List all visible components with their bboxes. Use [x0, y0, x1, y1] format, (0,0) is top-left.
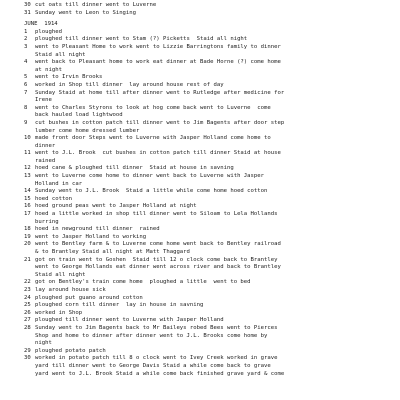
- entry-day-number: [24, 371, 35, 379]
- entry-text: ploughed till dinner went to Stam (?) Picketts Staid all night: [35, 36, 248, 43]
- entry-text: went back to Pleasant home to work eat dinner at Bade Horne (?) come home: [35, 59, 281, 66]
- entry-day-number: 30: [24, 2, 31, 8]
- entry-text: went to Charles Styrons to look at hog come back went to Luverne come: [35, 104, 271, 111]
- diary-entry: [24, 173, 392, 181]
- entry-day-number: [24, 181, 35, 189]
- entry-day-number: 6: [24, 81, 28, 88]
- entry-text: went to Irvin Brooks: [35, 74, 103, 81]
- entry-text: went to Luverne come home to dinner went back to Luverne with Jasper: [35, 173, 265, 180]
- entry-text: went to Jasper Holland to working: [35, 233, 147, 240]
- entry-day-number: 17: [24, 211, 31, 218]
- entry-day-number: [24, 143, 35, 151]
- diary-entry-continuation: [24, 158, 392, 166]
- entry-day-number: 26: [24, 309, 31, 316]
- diary-entry: [24, 203, 392, 211]
- entry-day-number: [24, 112, 35, 120]
- entry-text: got on train went to Goshen Staid till 12 o clock come back to Brantley: [35, 256, 278, 263]
- entry-text: went to Bentley farm & to Luverne come home went back to Bentley railroad: [35, 241, 281, 248]
- entry-text: hoed cotton: [35, 195, 73, 202]
- diary-entry: [24, 295, 392, 303]
- diary-entry: [24, 211, 392, 219]
- entry-day-number: 23: [24, 286, 31, 293]
- entry-day-number: [24, 67, 35, 75]
- entry-day-number: 31: [24, 9, 31, 16]
- entry-day-number: 22: [24, 279, 31, 286]
- diary-entry-continuation: [24, 67, 392, 75]
- entry-day-number: 20: [24, 241, 31, 248]
- entry-text: Staid all night: [35, 271, 86, 278]
- entry-text: went to George Hollands eat dinner went across river and back to Brantley: [35, 264, 281, 271]
- month-heading: JUNE 1914: [24, 21, 58, 28]
- entry-day-number: 16: [24, 203, 31, 210]
- diary-entry: [24, 355, 392, 363]
- diary-entry: [24, 196, 392, 204]
- entry-text: ploughed corn till dinner lay in house in savning: [35, 302, 204, 309]
- diary-entry-continuation: [24, 219, 392, 227]
- entry-text: Sunday went to Jim Bagents back to Mr Baileys robed Bees went to Pierces: [35, 324, 278, 331]
- previous-month-entries: [24, 2, 392, 17]
- diary-entry-continuation: [24, 97, 392, 105]
- entry-day-number: 14: [24, 188, 31, 195]
- diary-entry-continuation: [24, 340, 392, 348]
- entry-text: ploughed put guano around cotton: [35, 294, 143, 301]
- entry-day-number: 24: [24, 294, 31, 301]
- journal-sheet: [24, 2, 392, 378]
- entry-day-number: 7: [24, 89, 28, 96]
- entry-text: Sunday went to Leon to Singing: [35, 9, 137, 16]
- entry-day-number: [24, 340, 35, 348]
- entry-text: Sunday went to J.L. Brook Staid a little while come home hoed cotton: [35, 188, 268, 195]
- entry-text: night: [35, 340, 52, 347]
- entry-text: worked in potato patch till 8 o clock went to Ivey Creek worked in grave: [35, 355, 278, 362]
- diary-entry: [24, 36, 392, 44]
- entry-day-number: 30: [24, 355, 31, 362]
- diary-entry-continuation: [24, 181, 392, 189]
- diary-entry: [24, 188, 392, 196]
- diary-entry-continuation: [24, 249, 392, 257]
- diary-entry: [24, 348, 392, 356]
- entry-text: ploughed potato patch: [35, 347, 106, 354]
- entry-text: ploughed: [35, 28, 62, 35]
- diary-entry: [24, 120, 392, 128]
- diary-entry: [24, 257, 392, 265]
- entry-text: Irene: [35, 97, 52, 104]
- entry-day-number: [24, 158, 35, 166]
- entry-day-number: 10: [24, 135, 31, 142]
- entry-text: at night: [35, 66, 62, 73]
- diary-entries: [24, 29, 392, 378]
- entry-text: rained: [35, 157, 56, 164]
- entry-text: got on Bentley's train come home ploughed a little went to bed: [35, 279, 251, 286]
- entry-text: lay around house sick: [35, 286, 106, 293]
- entry-day-number: 5: [24, 74, 28, 81]
- entry-day-number: 12: [24, 165, 31, 172]
- entry-day-number: [24, 272, 35, 280]
- entry-text: made front door Steps went to Luverne with Jasper Holland come home to: [35, 135, 271, 142]
- diary-entry: [24, 302, 392, 310]
- diary-entry: [24, 226, 392, 234]
- entry-day-number: [24, 264, 35, 272]
- diary-entry-continuation: [24, 143, 392, 151]
- diary-entry: [24, 287, 392, 295]
- entry-day-number: 25: [24, 302, 31, 309]
- diary-entry: [24, 105, 392, 113]
- entry-day-number: [24, 219, 35, 227]
- diary-entry-continuation: [24, 112, 392, 120]
- entry-day-number: 28: [24, 324, 31, 331]
- entry-day-number: [24, 249, 35, 257]
- entry-text: worked in Shop: [35, 309, 83, 316]
- entry-text: cut bushes in cotton patch till dinner went to Jim Bagents after door step: [35, 119, 285, 126]
- diary-entry: [24, 234, 392, 242]
- entry-day-number: 9: [24, 119, 28, 126]
- diary-entry: [24, 150, 392, 158]
- diary-entry: [24, 59, 392, 67]
- diary-entry: [24, 82, 392, 90]
- entry-day-number: 8: [24, 104, 28, 111]
- entry-day-number: [24, 52, 35, 60]
- diary-entry: [24, 44, 392, 52]
- diary-entry: [24, 241, 392, 249]
- diary-entry: [24, 325, 392, 333]
- entry-text: Staid all night: [35, 51, 86, 58]
- diary-entry: [24, 135, 392, 143]
- entry-text: lumber come home dressed lumber: [35, 127, 140, 134]
- entry-text: went to Pleasant Home to work went to Lizzie Barringtons family to dinner: [35, 43, 281, 50]
- entry-text: went to J.L. Brook cut bushes in cotton patch till dinner Staid at house: [35, 150, 281, 157]
- diary-entry: [24, 74, 392, 82]
- entry-text: hoed in newground till dinner rained: [35, 226, 160, 233]
- entry-text: ploughed till dinner went to Luverne with Jasper Holland: [35, 317, 224, 324]
- entry-text: & to Brantley Staid all night at Matt Thaggard: [35, 249, 190, 255]
- diary-entry-continuation: [24, 52, 392, 60]
- entry-day-number: 15: [24, 195, 31, 202]
- diary-entry: [24, 10, 392, 18]
- entry-text: Sunday Staid at home till after dinner went to Rutledge after medicine for: [35, 89, 285, 96]
- entry-day-number: [24, 97, 35, 105]
- entry-day-number: [24, 363, 35, 371]
- entry-day-number: [24, 128, 35, 136]
- entry-day-number: 19: [24, 233, 31, 240]
- entry-text: hoed ground peas went to Jasper Holland at night: [35, 203, 197, 210]
- entry-day-number: 29: [24, 347, 31, 354]
- diary-entry: [24, 29, 392, 37]
- entry-text: yard went to J.L. Brook Staid a while come back finished grave yard & come: [35, 370, 285, 377]
- diary-entry-continuation: [24, 264, 392, 272]
- diary-entry-continuation: [24, 333, 392, 341]
- entry-text: hoed a little worked in shop till dinner went to Siloam to Lela Hollands: [35, 211, 278, 218]
- diary-entry-continuation: [24, 128, 392, 136]
- diary-entry: [24, 317, 392, 325]
- entry-text: worked in Shop till dinner lay around house rest of day: [35, 81, 224, 88]
- entry-day-number: [24, 333, 35, 341]
- entry-text: hoed cane & ploughed till dinner Staid at house in savning: [35, 165, 234, 172]
- entry-day-number: 1: [24, 28, 28, 35]
- entry-text: dinner: [35, 142, 56, 149]
- diary-entry: [24, 90, 392, 98]
- entry-day-number: 21: [24, 256, 31, 263]
- entry-day-number: 11: [24, 150, 31, 157]
- entry-day-number: 4: [24, 59, 28, 66]
- entry-day-number: 2: [24, 36, 28, 43]
- entry-text: Shop and home to dinner after dinner went to J.L. Brooks come home by: [35, 332, 268, 339]
- entry-text: cut oats till dinner went to Luverne: [35, 2, 157, 8]
- diary-entry: [24, 165, 392, 173]
- entry-text: burring: [35, 218, 59, 225]
- entry-text: yard till dinner went to George Davis Staid a while come back to grave: [35, 362, 271, 369]
- diary-entry-continuation: [24, 363, 392, 371]
- entry-day-number: 3: [24, 43, 28, 50]
- entry-text: back hauled load lightwood: [35, 112, 123, 119]
- entry-day-number: 18: [24, 226, 31, 233]
- entry-day-number: 27: [24, 317, 31, 324]
- diary-entry: [24, 279, 392, 287]
- diary-entry: [24, 2, 392, 10]
- entry-day-number: 13: [24, 173, 31, 180]
- diary-entry-continuation: [24, 371, 392, 379]
- diary-entry-continuation: [24, 272, 392, 280]
- diary-entry: [24, 310, 392, 318]
- entry-text: Holland in car: [35, 180, 83, 187]
